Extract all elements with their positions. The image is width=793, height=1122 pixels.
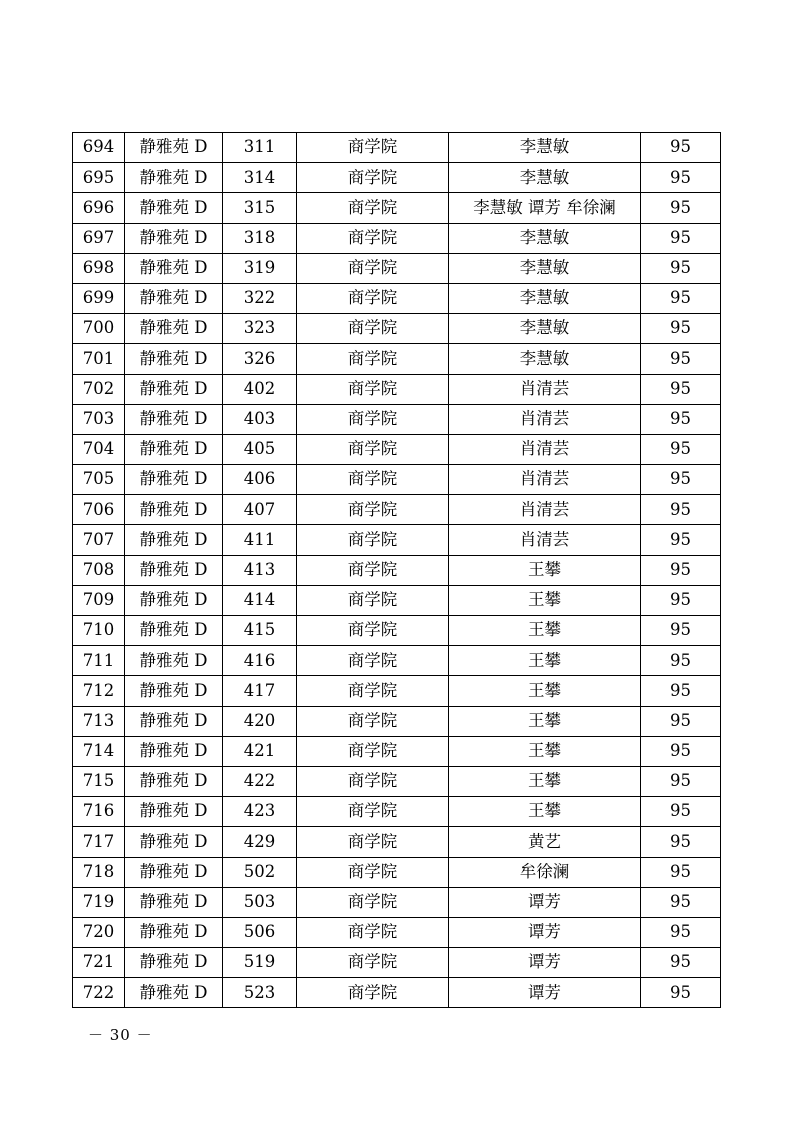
score-cell: 95 bbox=[641, 465, 721, 495]
score-cell: 95 bbox=[641, 434, 721, 464]
building-cell: 静雅苑 D bbox=[125, 465, 223, 495]
score-cell: 95 bbox=[641, 948, 721, 978]
score-cell: 95 bbox=[641, 797, 721, 827]
room-cell: 402 bbox=[223, 374, 297, 404]
table-row bbox=[73, 857, 721, 887]
teacher-cell: 王攀 bbox=[449, 766, 641, 796]
score-cell: 95 bbox=[641, 887, 721, 917]
room-cell: 429 bbox=[223, 827, 297, 857]
score-cell: 95 bbox=[641, 163, 721, 193]
row-number-cell: 708 bbox=[73, 555, 125, 585]
college-cell: 商学院 bbox=[297, 646, 449, 676]
score-cell: 95 bbox=[641, 253, 721, 283]
college-cell: 商学院 bbox=[297, 525, 449, 555]
row-number-cell: 696 bbox=[73, 193, 125, 223]
room-cell: 411 bbox=[223, 525, 297, 555]
teacher-cell: 肖清芸 bbox=[449, 525, 641, 555]
room-cell: 423 bbox=[223, 797, 297, 827]
building-cell: 静雅苑 D bbox=[125, 555, 223, 585]
college-cell: 商学院 bbox=[297, 706, 449, 736]
table-row bbox=[73, 917, 721, 947]
row-number-cell: 700 bbox=[73, 314, 125, 344]
score-cell: 95 bbox=[641, 555, 721, 585]
row-number-cell: 716 bbox=[73, 797, 125, 827]
teacher-cell: 肖清芸 bbox=[449, 374, 641, 404]
row-number-cell: 717 bbox=[73, 827, 125, 857]
building-cell: 静雅苑 D bbox=[125, 314, 223, 344]
teacher-cell: 肖清芸 bbox=[449, 404, 641, 434]
college-cell: 商学院 bbox=[297, 736, 449, 766]
teacher-cell: 王攀 bbox=[449, 555, 641, 585]
score-cell: 95 bbox=[641, 314, 721, 344]
table-row bbox=[73, 978, 721, 1008]
row-number-cell: 712 bbox=[73, 676, 125, 706]
room-cell: 406 bbox=[223, 465, 297, 495]
teacher-cell: 王攀 bbox=[449, 646, 641, 676]
row-number-cell: 701 bbox=[73, 344, 125, 374]
room-cell: 502 bbox=[223, 857, 297, 887]
building-cell: 静雅苑 D bbox=[125, 948, 223, 978]
teacher-cell: 谭芳 bbox=[449, 948, 641, 978]
teacher-cell: 李慧敏 谭芳 牟徐澜 bbox=[449, 193, 641, 223]
room-cell: 415 bbox=[223, 616, 297, 646]
table-row bbox=[73, 676, 721, 706]
college-cell: 商学院 bbox=[297, 616, 449, 646]
table-row bbox=[73, 374, 721, 404]
building-cell: 静雅苑 D bbox=[125, 374, 223, 404]
score-cell: 95 bbox=[641, 344, 721, 374]
college-cell: 商学院 bbox=[297, 253, 449, 283]
room-cell: 314 bbox=[223, 163, 297, 193]
score-cell: 95 bbox=[641, 857, 721, 887]
row-number-cell: 722 bbox=[73, 978, 125, 1008]
building-cell: 静雅苑 D bbox=[125, 283, 223, 313]
row-number-cell: 706 bbox=[73, 495, 125, 525]
teacher-cell: 王攀 bbox=[449, 736, 641, 766]
teacher-cell: 李慧敏 bbox=[449, 314, 641, 344]
room-cell: 421 bbox=[223, 736, 297, 766]
college-cell: 商学院 bbox=[297, 314, 449, 344]
college-cell: 商学院 bbox=[297, 133, 449, 163]
teacher-cell: 李慧敏 bbox=[449, 283, 641, 313]
table-row bbox=[73, 163, 721, 193]
teacher-cell: 黄艺 bbox=[449, 827, 641, 857]
room-cell: 413 bbox=[223, 555, 297, 585]
table-row bbox=[73, 797, 721, 827]
row-number-cell: 709 bbox=[73, 585, 125, 615]
table-row bbox=[73, 283, 721, 313]
teacher-cell: 李慧敏 bbox=[449, 223, 641, 253]
table-row bbox=[73, 736, 721, 766]
room-cell: 403 bbox=[223, 404, 297, 434]
row-number-cell: 703 bbox=[73, 404, 125, 434]
building-cell: 静雅苑 D bbox=[125, 223, 223, 253]
row-number-cell: 705 bbox=[73, 465, 125, 495]
building-cell: 静雅苑 D bbox=[125, 133, 223, 163]
room-cell: 523 bbox=[223, 978, 297, 1008]
room-cell: 326 bbox=[223, 344, 297, 374]
room-cell: 323 bbox=[223, 314, 297, 344]
row-number-cell: 720 bbox=[73, 917, 125, 947]
building-cell: 静雅苑 D bbox=[125, 676, 223, 706]
room-cell: 319 bbox=[223, 253, 297, 283]
room-cell: 416 bbox=[223, 646, 297, 676]
teacher-cell: 谭芳 bbox=[449, 917, 641, 947]
row-number-cell: 719 bbox=[73, 887, 125, 917]
row-number-cell: 715 bbox=[73, 766, 125, 796]
score-cell: 95 bbox=[641, 525, 721, 555]
college-cell: 商学院 bbox=[297, 887, 449, 917]
score-cell: 95 bbox=[641, 193, 721, 223]
college-cell: 商学院 bbox=[297, 495, 449, 525]
room-cell: 414 bbox=[223, 585, 297, 615]
college-cell: 商学院 bbox=[297, 978, 449, 1008]
college-cell: 商学院 bbox=[297, 193, 449, 223]
teacher-cell: 王攀 bbox=[449, 706, 641, 736]
teacher-cell: 牟徐澜 bbox=[449, 857, 641, 887]
table-row bbox=[73, 766, 721, 796]
building-cell: 静雅苑 D bbox=[125, 616, 223, 646]
room-cell: 506 bbox=[223, 917, 297, 947]
building-cell: 静雅苑 D bbox=[125, 495, 223, 525]
college-cell: 商学院 bbox=[297, 404, 449, 434]
building-cell: 静雅苑 D bbox=[125, 193, 223, 223]
row-number-cell: 707 bbox=[73, 525, 125, 555]
building-cell: 静雅苑 D bbox=[125, 163, 223, 193]
score-cell: 95 bbox=[641, 706, 721, 736]
building-cell: 静雅苑 D bbox=[125, 525, 223, 555]
row-number-cell: 699 bbox=[73, 283, 125, 313]
college-cell: 商学院 bbox=[297, 948, 449, 978]
room-cell: 315 bbox=[223, 193, 297, 223]
teacher-cell: 肖清芸 bbox=[449, 434, 641, 464]
building-cell: 静雅苑 D bbox=[125, 344, 223, 374]
score-cell: 95 bbox=[641, 766, 721, 796]
teacher-cell: 王攀 bbox=[449, 616, 641, 646]
table-row bbox=[73, 314, 721, 344]
table-row bbox=[73, 948, 721, 978]
college-cell: 商学院 bbox=[297, 827, 449, 857]
college-cell: 商学院 bbox=[297, 917, 449, 947]
college-cell: 商学院 bbox=[297, 797, 449, 827]
row-number-cell: 718 bbox=[73, 857, 125, 887]
teacher-cell: 王攀 bbox=[449, 585, 641, 615]
table-row bbox=[73, 253, 721, 283]
teacher-cell: 李慧敏 bbox=[449, 133, 641, 163]
room-cell: 405 bbox=[223, 434, 297, 464]
room-cell: 417 bbox=[223, 676, 297, 706]
score-cell: 95 bbox=[641, 223, 721, 253]
score-cell: 95 bbox=[641, 585, 721, 615]
table-row bbox=[73, 223, 721, 253]
building-cell: 静雅苑 D bbox=[125, 253, 223, 283]
college-cell: 商学院 bbox=[297, 374, 449, 404]
table-row bbox=[73, 434, 721, 464]
score-cell: 95 bbox=[641, 133, 721, 163]
row-number-cell: 711 bbox=[73, 646, 125, 676]
college-cell: 商学院 bbox=[297, 223, 449, 253]
room-cell: 311 bbox=[223, 133, 297, 163]
table-row bbox=[73, 646, 721, 676]
building-cell: 静雅苑 D bbox=[125, 887, 223, 917]
room-cell: 503 bbox=[223, 887, 297, 917]
table-row bbox=[73, 706, 721, 736]
table-row bbox=[73, 585, 721, 615]
college-cell: 商学院 bbox=[297, 434, 449, 464]
teacher-cell: 谭芳 bbox=[449, 978, 641, 1008]
teacher-cell: 李慧敏 bbox=[449, 344, 641, 374]
table-row bbox=[73, 133, 721, 163]
building-cell: 静雅苑 D bbox=[125, 827, 223, 857]
building-cell: 静雅苑 D bbox=[125, 797, 223, 827]
room-cell: 407 bbox=[223, 495, 297, 525]
building-cell: 静雅苑 D bbox=[125, 978, 223, 1008]
page-number: － 30 － bbox=[88, 1026, 153, 1044]
table-row bbox=[73, 465, 721, 495]
row-number-cell: 713 bbox=[73, 706, 125, 736]
college-cell: 商学院 bbox=[297, 857, 449, 887]
dormitory-table bbox=[72, 132, 721, 1008]
building-cell: 静雅苑 D bbox=[125, 917, 223, 947]
teacher-cell: 李慧敏 bbox=[449, 163, 641, 193]
table-row bbox=[73, 525, 721, 555]
table-row bbox=[73, 193, 721, 223]
college-cell: 商学院 bbox=[297, 344, 449, 374]
teacher-cell: 王攀 bbox=[449, 676, 641, 706]
row-number-cell: 697 bbox=[73, 223, 125, 253]
row-number-cell: 714 bbox=[73, 736, 125, 766]
row-number-cell: 721 bbox=[73, 948, 125, 978]
teacher-cell: 肖清芸 bbox=[449, 495, 641, 525]
room-cell: 519 bbox=[223, 948, 297, 978]
score-cell: 95 bbox=[641, 374, 721, 404]
row-number-cell: 710 bbox=[73, 616, 125, 646]
table-row bbox=[73, 555, 721, 585]
table-row bbox=[73, 404, 721, 434]
building-cell: 静雅苑 D bbox=[125, 857, 223, 887]
score-cell: 95 bbox=[641, 827, 721, 857]
score-cell: 95 bbox=[641, 978, 721, 1008]
table-row bbox=[73, 344, 721, 374]
college-cell: 商学院 bbox=[297, 163, 449, 193]
score-cell: 95 bbox=[641, 404, 721, 434]
room-cell: 322 bbox=[223, 283, 297, 313]
building-cell: 静雅苑 D bbox=[125, 706, 223, 736]
building-cell: 静雅苑 D bbox=[125, 646, 223, 676]
teacher-cell: 谭芳 bbox=[449, 887, 641, 917]
room-cell: 420 bbox=[223, 706, 297, 736]
row-number-cell: 694 bbox=[73, 133, 125, 163]
table-body bbox=[73, 133, 721, 1008]
college-cell: 商学院 bbox=[297, 585, 449, 615]
table-row bbox=[73, 616, 721, 646]
college-cell: 商学院 bbox=[297, 676, 449, 706]
teacher-cell: 李慧敏 bbox=[449, 253, 641, 283]
score-cell: 95 bbox=[641, 917, 721, 947]
score-cell: 95 bbox=[641, 736, 721, 766]
teacher-cell: 肖清芸 bbox=[449, 465, 641, 495]
building-cell: 静雅苑 D bbox=[125, 736, 223, 766]
score-cell: 95 bbox=[641, 495, 721, 525]
college-cell: 商学院 bbox=[297, 555, 449, 585]
building-cell: 静雅苑 D bbox=[125, 585, 223, 615]
score-cell: 95 bbox=[641, 283, 721, 313]
room-cell: 422 bbox=[223, 766, 297, 796]
college-cell: 商学院 bbox=[297, 766, 449, 796]
row-number-cell: 698 bbox=[73, 253, 125, 283]
row-number-cell: 695 bbox=[73, 163, 125, 193]
college-cell: 商学院 bbox=[297, 283, 449, 313]
building-cell: 静雅苑 D bbox=[125, 404, 223, 434]
room-cell: 318 bbox=[223, 223, 297, 253]
table-row bbox=[73, 827, 721, 857]
building-cell: 静雅苑 D bbox=[125, 434, 223, 464]
score-cell: 95 bbox=[641, 676, 721, 706]
building-cell: 静雅苑 D bbox=[125, 766, 223, 796]
teacher-cell: 王攀 bbox=[449, 797, 641, 827]
table-row bbox=[73, 887, 721, 917]
college-cell: 商学院 bbox=[297, 465, 449, 495]
score-cell: 95 bbox=[641, 616, 721, 646]
row-number-cell: 702 bbox=[73, 374, 125, 404]
row-number-cell: 704 bbox=[73, 434, 125, 464]
score-cell: 95 bbox=[641, 646, 721, 676]
table-row bbox=[73, 495, 721, 525]
